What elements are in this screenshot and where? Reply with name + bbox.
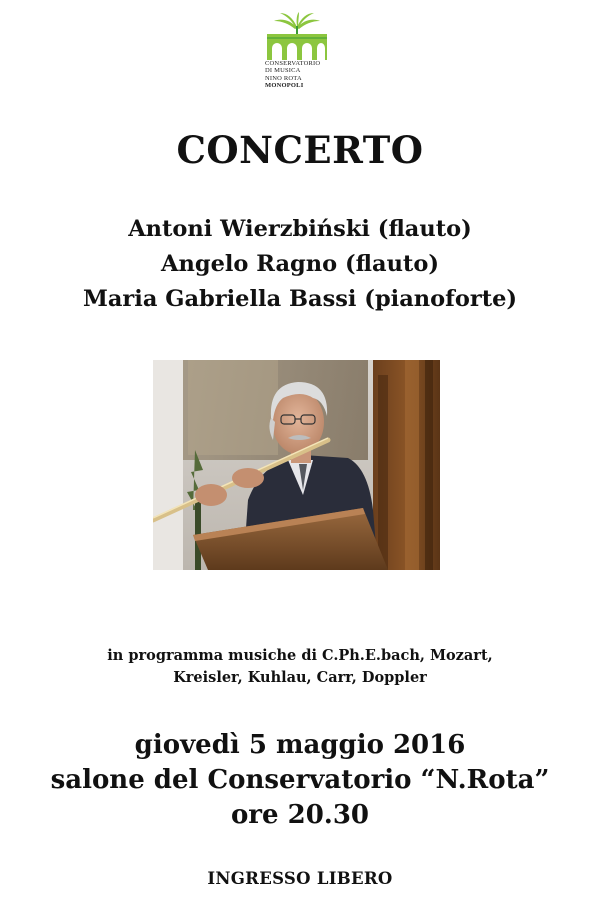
logo-text bbox=[265, 60, 329, 90]
program-line: Kreisler, Kuhlau, Carr, Doppler bbox=[173, 669, 427, 686]
performer-line: Antoni Wierzbiński (flauto) bbox=[128, 216, 472, 242]
event-details bbox=[0, 728, 600, 833]
performers-list bbox=[0, 212, 600, 317]
logo-line: MONOPOLI bbox=[265, 82, 304, 90]
flutist-photo bbox=[153, 360, 440, 570]
performer-line: Maria Gabriella Bassi (pianoforte) bbox=[82, 286, 518, 312]
logo-line: NINO ROTA bbox=[265, 74, 302, 82]
event-venue: salone del Conservatorio “N.Rota” bbox=[50, 765, 550, 795]
event-time: ore 20.30 bbox=[230, 800, 370, 830]
program-line: in programma musiche di C.Ph.E.bach, Mozart, bbox=[107, 647, 493, 664]
conservatorio-logo bbox=[265, 12, 329, 94]
admission-note: INGRESSO LIBERO bbox=[207, 869, 393, 888]
page-title: CONCERTO bbox=[176, 128, 424, 172]
event-date: giovedì 5 maggio 2016 bbox=[134, 730, 466, 760]
logo-line: DI MUSICA bbox=[265, 67, 301, 75]
logo-line: CONSERVATORIO bbox=[265, 60, 321, 67]
performer-line: Angelo Ragno (flauto) bbox=[161, 251, 439, 277]
program-text bbox=[0, 645, 600, 689]
palm-arches-logo-icon bbox=[265, 12, 329, 60]
